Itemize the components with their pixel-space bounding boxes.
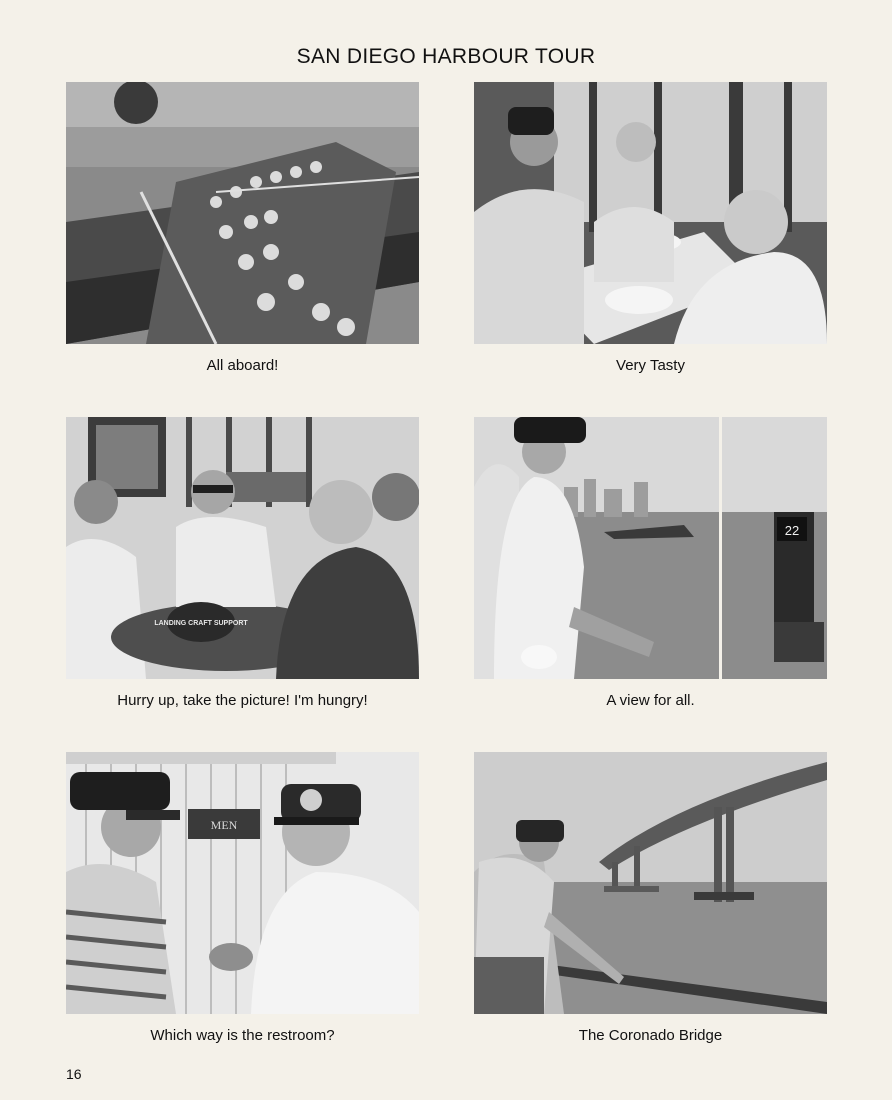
photo-restroom <box>66 752 419 1014</box>
caption-very-tasty: Very Tasty <box>616 357 685 374</box>
caption-hurry-up: Hurry up, take the picture! I'm hungry! <box>117 692 368 709</box>
photo-view-for-all <box>474 417 827 679</box>
photo-hurry-up <box>66 417 419 679</box>
cap-print: LANDING CRAFT SUPPORT <box>154 620 248 627</box>
page-number: 16 <box>66 1066 82 1082</box>
photo-very-tasty <box>474 82 827 344</box>
caption-restroom: Which way is the restroom? <box>150 1027 335 1044</box>
buoy-number: 22 <box>784 523 800 538</box>
caption-view-for-all: A view for all. <box>606 692 695 709</box>
caption-coronado-bridge: The Coronado Bridge <box>578 1027 723 1044</box>
page-title: SAN DIEGO HARBOUR TOUR <box>296 45 596 68</box>
photo-all-aboard <box>66 82 419 344</box>
caption-all-aboard: All aboard! <box>206 357 279 374</box>
photo-coronado-bridge <box>474 752 827 1014</box>
door-sign: MEN <box>210 818 238 832</box>
